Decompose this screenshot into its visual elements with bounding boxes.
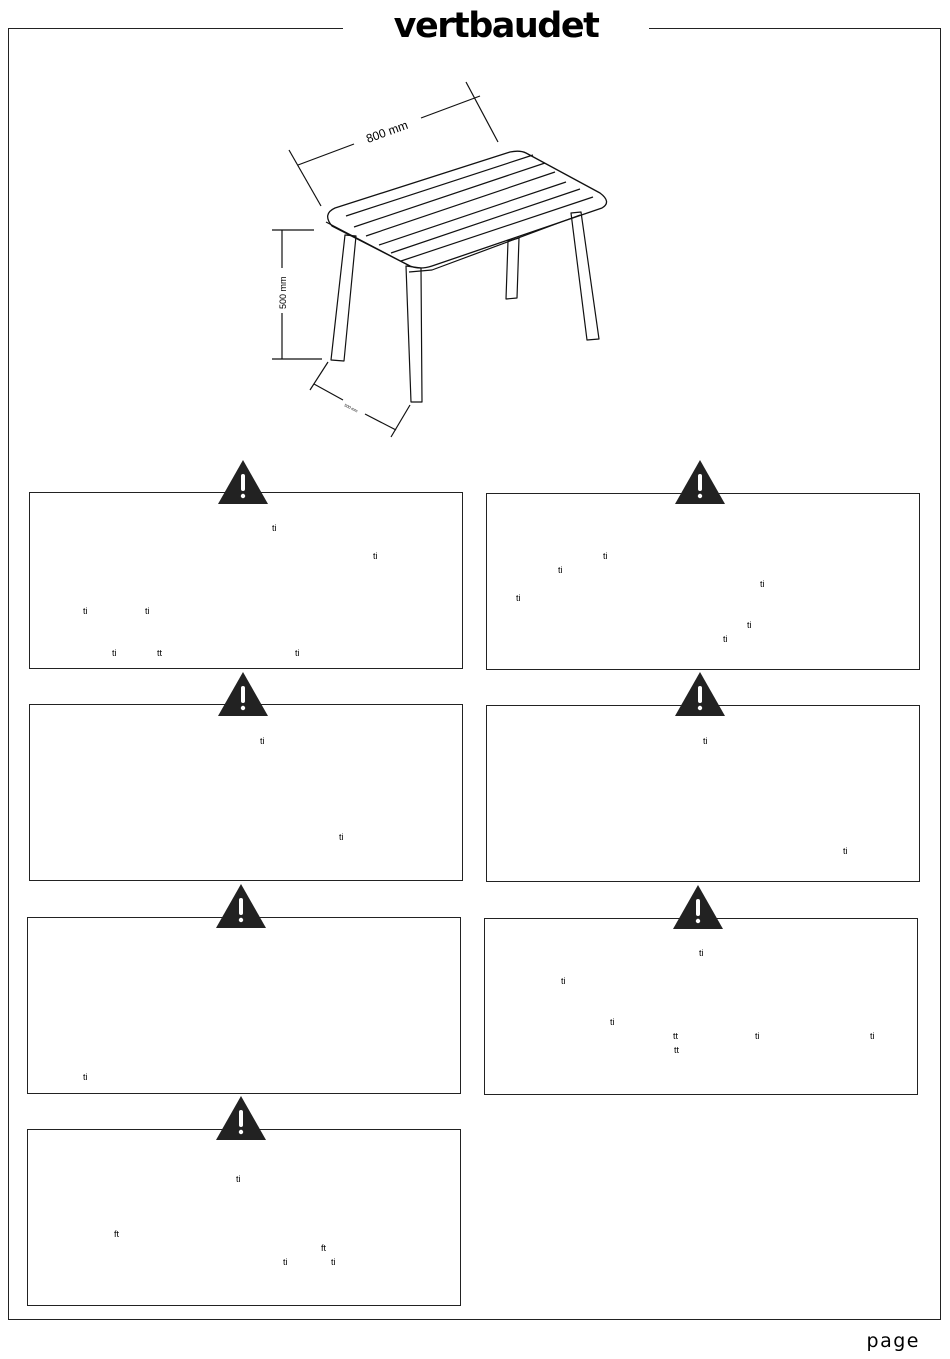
text-fragment: ti [236, 1174, 241, 1184]
warning-icon [672, 884, 724, 930]
text-fragment: tt [673, 1031, 679, 1041]
text-fragment: ti [755, 1031, 760, 1041]
warning-box-1 [29, 492, 463, 669]
text-fragment: ti [339, 832, 344, 842]
warning-icon [217, 671, 269, 717]
text-fragment: ti [516, 593, 521, 603]
warning-icon [215, 1095, 267, 1141]
text-fragment: ti [561, 976, 566, 986]
warning-icon [674, 459, 726, 505]
text-fragment: ti [260, 736, 265, 746]
text-fragment: tt [157, 648, 163, 658]
text-fragment: ti [331, 1257, 336, 1267]
dim-line-width-b [421, 96, 480, 118]
width-label: 800 mm [364, 117, 410, 146]
text-fragment: ti [283, 1257, 288, 1267]
text-fragment: ti [83, 606, 88, 616]
text-fragment: ti [83, 1072, 88, 1082]
table-drawing [270, 80, 630, 450]
brand-logo: vertbaudet [393, 6, 599, 46]
warning-icon [215, 883, 267, 929]
warning-box-2 [486, 493, 920, 670]
text-fragment: ti [723, 634, 728, 644]
text-fragment: ti [610, 1017, 615, 1027]
text-fragment: ti [272, 523, 277, 533]
text-fragment: ti [373, 551, 378, 561]
warning-icon [217, 459, 269, 505]
warning-icon [674, 671, 726, 717]
text-fragment: ti [558, 565, 563, 575]
warning-box-3 [29, 704, 463, 881]
text-fragment: ti [747, 620, 752, 630]
warning-box-4 [486, 705, 920, 882]
dim-line-width-a [298, 144, 354, 165]
text-fragment: ti [843, 846, 848, 856]
page-label: page [866, 1330, 920, 1352]
text-fragment: ti [870, 1031, 875, 1041]
text-fragment: ti [603, 551, 608, 561]
text-fragment: ti [295, 648, 300, 658]
text-fragment: ft [114, 1229, 120, 1239]
depth-label: 500 mm [343, 402, 359, 414]
text-fragment: ti [699, 948, 704, 958]
text-fragment: ti [760, 579, 765, 589]
text-fragment: ti [112, 648, 117, 658]
dim-line-width-right [466, 82, 498, 142]
warning-box-6 [484, 918, 918, 1095]
text-fragment: ft [321, 1243, 327, 1253]
text-fragment: tt [674, 1045, 680, 1055]
text-fragment: ti [703, 736, 708, 746]
height-label: 500 mm [278, 276, 288, 309]
warning-box-7 [27, 1129, 461, 1306]
warning-box-5 [27, 917, 461, 1094]
text-fragment: ti [145, 606, 150, 616]
